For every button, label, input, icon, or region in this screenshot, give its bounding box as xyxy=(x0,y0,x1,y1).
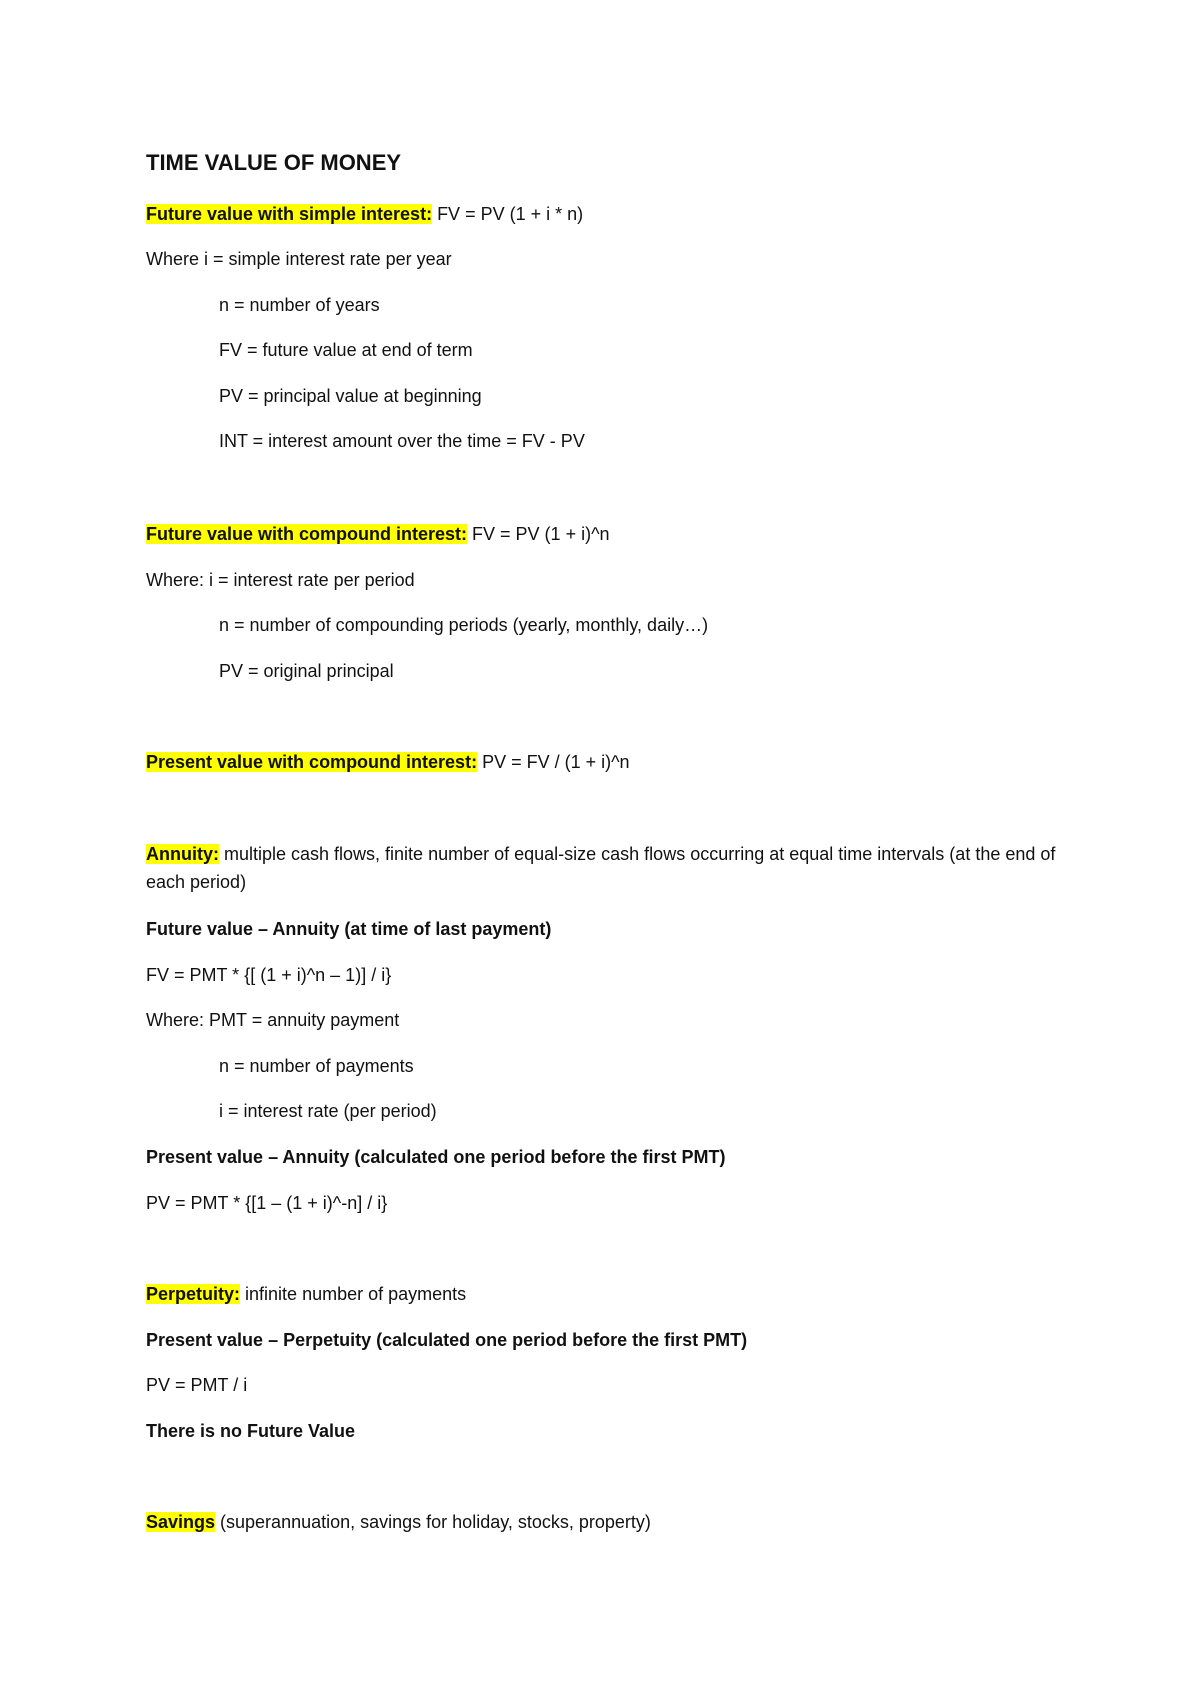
compound-interest-where: Where: i = interest rate per period xyxy=(146,570,415,590)
simple-interest-line xyxy=(146,200,583,228)
perpetuity-pv-heading: Present value – Perpetuity (calculated one period before the first PMT) xyxy=(146,1330,748,1350)
simple-interest-where: Where i = simple interest rate per year xyxy=(146,249,452,269)
simple-interest-def: INT = interest amount over the time = FV - PV xyxy=(219,431,585,451)
perpetuity-no-fv: There is no Future Value xyxy=(146,1421,356,1441)
annuity-fv-formula: FV = PMT * {[ (1 + i)^n – 1)] / i} xyxy=(146,965,392,985)
annuity-line xyxy=(146,840,1066,896)
compound-interest-def: n = number of compounding periods (yearly, monthly, daily…) xyxy=(219,615,709,635)
compound-interest-formula: FV = PV (1 + i)^n xyxy=(467,524,610,544)
simple-interest-label: Future value with simple interest: xyxy=(146,204,433,224)
perpetuity-label: Perpetuity: xyxy=(146,1284,241,1304)
annuity-pv-heading: Present value – Annuity (calculated one period before the first PMT) xyxy=(146,1147,726,1167)
savings-label: Savings xyxy=(146,1512,216,1532)
savings-line xyxy=(146,1508,651,1536)
simple-interest-formula: FV = PV (1 + i * n) xyxy=(432,204,584,224)
annuity-label: Annuity: xyxy=(146,844,219,864)
annuity-def: n = number of payments xyxy=(219,1056,414,1076)
perpetuity-pv-formula: PV = PMT / i xyxy=(146,1375,248,1395)
compound-interest-label: Future value with compound interest: xyxy=(146,524,468,544)
perpetuity-line xyxy=(146,1280,466,1308)
annuity-pv-formula: PV = PMT * {[1 – (1 + i)^-n] / i} xyxy=(146,1193,388,1213)
annuity-where: Where: PMT = annuity payment xyxy=(146,1010,400,1030)
simple-interest-def: n = number of years xyxy=(219,295,380,315)
present-value-label: Present value with compound interest: xyxy=(146,752,478,772)
present-value-line xyxy=(146,748,630,776)
compound-interest-line xyxy=(146,520,610,548)
annuity-fv-heading: Future value – Annuity (at time of last payment) xyxy=(146,919,552,939)
savings-description: (superannuation, savings for holiday, stocks, property) xyxy=(215,1512,651,1532)
page-title: TIME VALUE OF MONEY xyxy=(146,150,402,175)
simple-interest-def: FV = future value at end of term xyxy=(219,340,473,360)
annuity-description: multiple cash flows, finite number of equal-size cash flows occurring at equal time intervals (at the end of each period) xyxy=(146,844,1056,892)
present-value-formula: PV = FV / (1 + i)^n xyxy=(477,752,630,772)
compound-interest-def: PV = original principal xyxy=(219,661,394,681)
simple-interest-def: PV = principal value at beginning xyxy=(219,386,482,406)
perpetuity-description: infinite number of payments xyxy=(240,1284,467,1304)
annuity-def: i = interest rate (per period) xyxy=(219,1101,437,1121)
